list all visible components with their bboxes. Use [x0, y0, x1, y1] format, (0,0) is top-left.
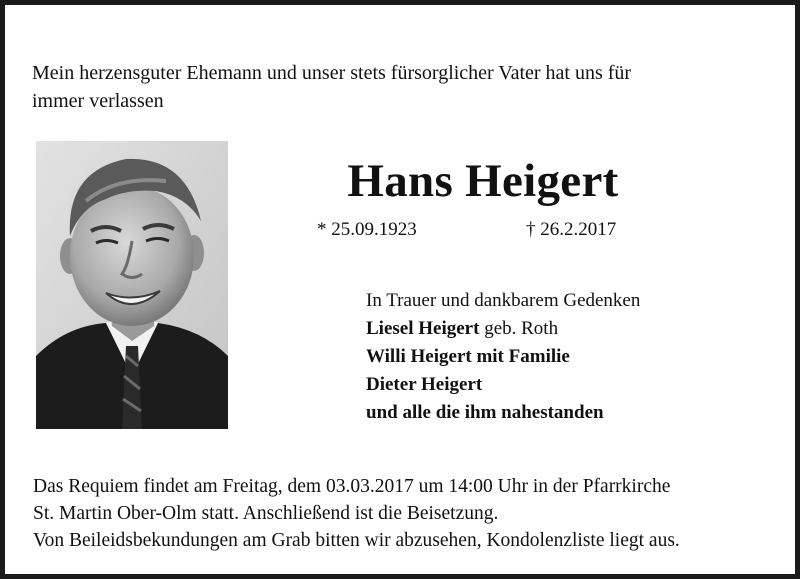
deceased-name: Hans Heigert	[347, 155, 619, 207]
portrait-photo	[36, 141, 228, 429]
funeral-line-1: Das Requiem findet am Freitag, dem 03.03.2017 um 14:00 Uhr in der Pfarrkirche	[33, 476, 671, 497]
intro-line-1: Mein herzensguter Ehemann und unser stets fürsorglicher Vater hat uns für	[32, 62, 632, 84]
intro-text	[32, 59, 772, 115]
death-date: † 26.2.2017	[526, 219, 617, 240]
funeral-info	[33, 473, 783, 554]
mourners-heading: In Trauer und dankbarem Gedenken	[366, 290, 641, 311]
funeral-line-2: St. Martin Ober-Olm statt. Anschließend ist die Beisetzung.	[33, 503, 499, 524]
funeral-line-3: Von Beileidsbekundungen am Grab bitten wir abzusehen, Kondolenzliste liegt aus.	[33, 530, 680, 551]
mourner-spouse-name: Liesel Heigert	[366, 318, 480, 339]
birth-date: * 25.09.1923	[317, 219, 417, 240]
portrait-image	[36, 141, 228, 429]
mourner-line-2: Willi Heigert mit Familie	[366, 346, 570, 367]
mourners-block	[366, 287, 640, 427]
mourner-line-4: und alle die ihm nahestanden	[366, 402, 604, 423]
mourner-spouse	[366, 315, 640, 343]
intro-line-2: immer verlassen	[32, 90, 164, 112]
mourner-spouse-suffix: geb. Roth	[479, 318, 559, 339]
mourner-line-3: Dieter Heigert	[366, 374, 483, 395]
